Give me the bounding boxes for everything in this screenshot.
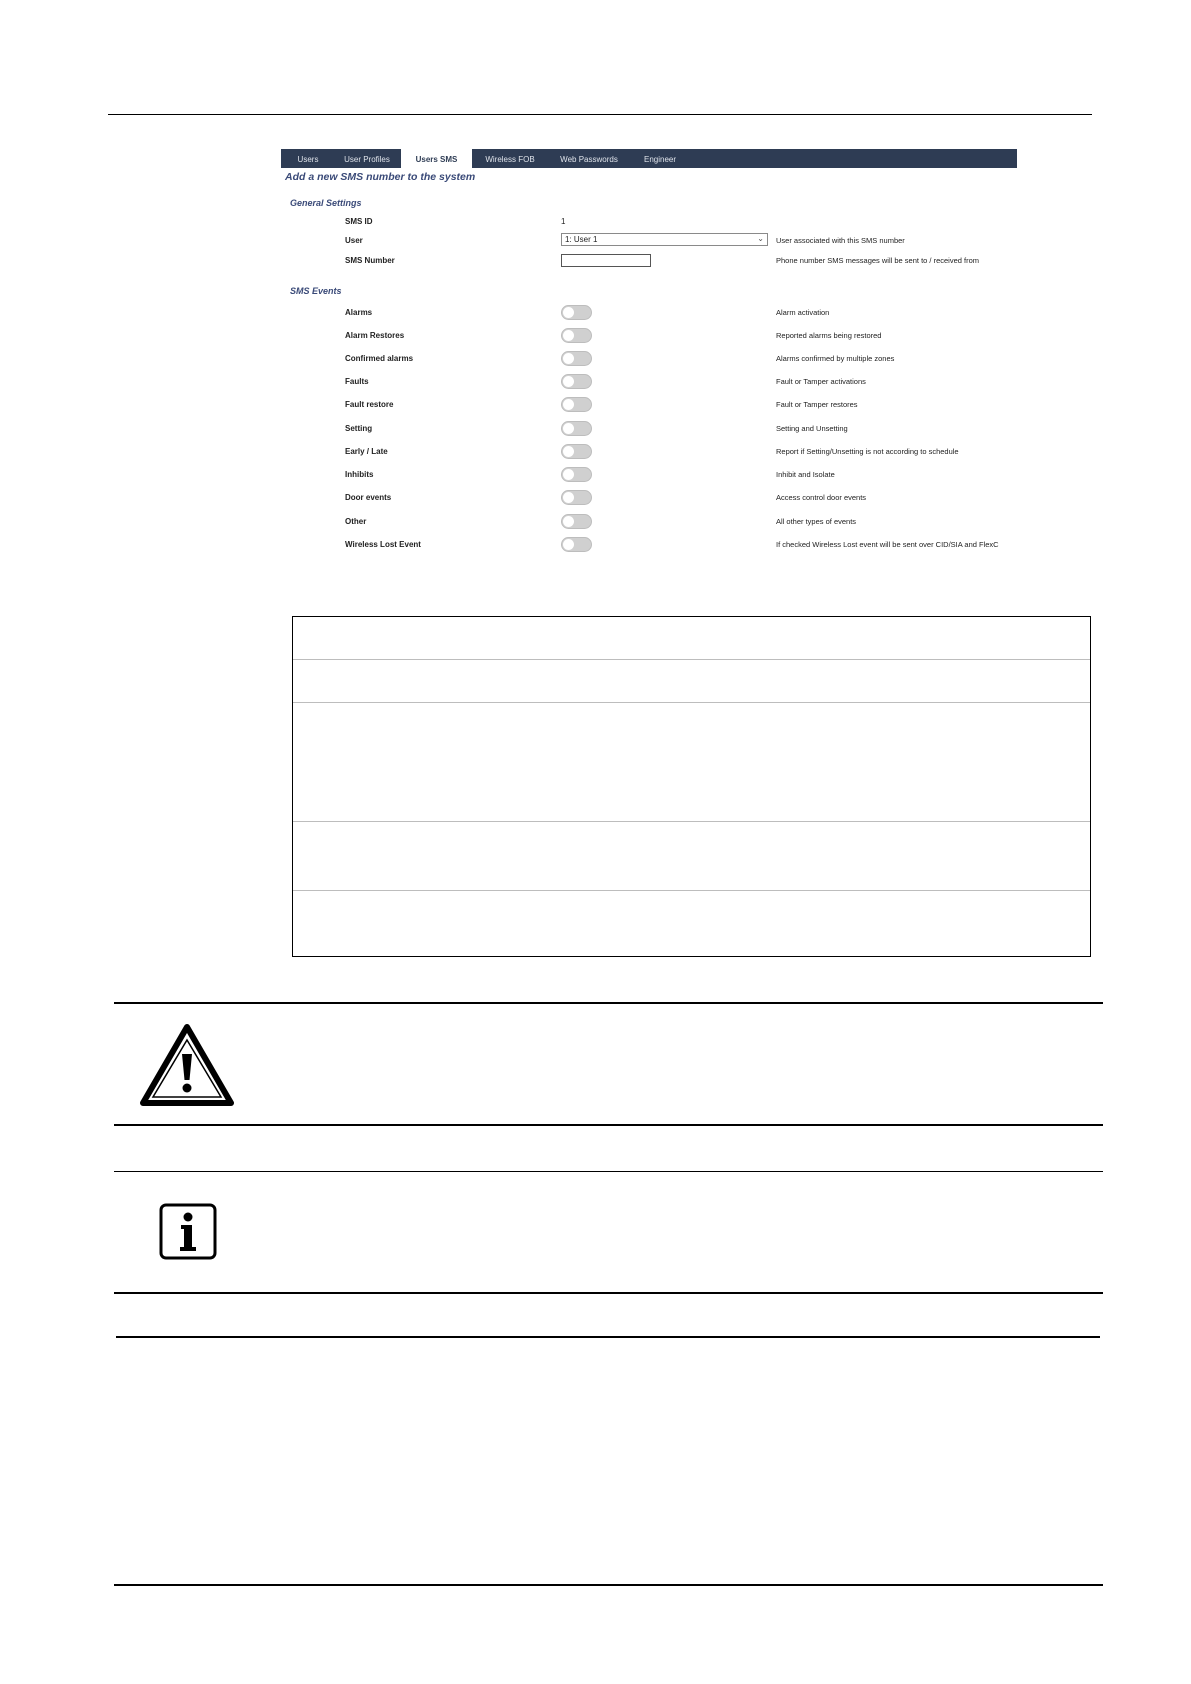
tab-users-sms[interactable]: Users SMS xyxy=(401,149,472,168)
event-description: Access control door events xyxy=(776,493,867,502)
event-label: Door events xyxy=(345,493,392,502)
table-row xyxy=(293,660,1090,703)
event-label: Alarm Restores xyxy=(345,331,405,340)
event-toggle[interactable] xyxy=(561,374,592,389)
warning-top-rule xyxy=(114,1002,1103,1004)
event-description: Setting and Unsetting xyxy=(776,424,848,433)
table-row xyxy=(293,617,1090,660)
tab-web-passwords[interactable]: Web Passwords xyxy=(560,155,618,164)
event-description: All other types of events xyxy=(776,517,857,526)
event-label: Early / Late xyxy=(345,447,388,456)
tab-users[interactable]: Users xyxy=(297,155,319,164)
event-toggle[interactable] xyxy=(561,490,592,505)
event-toggle[interactable] xyxy=(561,351,592,366)
event-toggle[interactable] xyxy=(561,397,592,412)
user-select[interactable] xyxy=(561,233,768,246)
event-description: Alarm activation xyxy=(776,308,830,317)
event-label: Inhibits xyxy=(345,470,374,479)
tab-wireless-fob[interactable]: Wireless FOB xyxy=(485,155,535,164)
event-label: Confirmed alarms xyxy=(345,354,414,363)
tab-bar xyxy=(281,149,1017,168)
tab-engineer[interactable]: Engineer xyxy=(643,155,677,164)
event-toggle[interactable] xyxy=(561,537,592,552)
event-description: Reported alarms being restored xyxy=(776,331,882,340)
event-label: Alarms xyxy=(345,308,373,317)
header-rule xyxy=(108,114,1092,115)
warning-bottom-rule xyxy=(114,1124,1103,1126)
event-toggle[interactable] xyxy=(561,328,592,343)
warning-icon xyxy=(140,1024,234,1106)
event-toggle[interactable] xyxy=(561,514,592,529)
event-label: Other xyxy=(345,517,367,526)
info-top-rule xyxy=(114,1171,1103,1172)
tab-user-profiles[interactable]: User Profiles xyxy=(344,155,390,164)
form-title: Add a new SMS number to the system xyxy=(285,171,476,183)
sms-number-input[interactable] xyxy=(561,254,651,267)
event-label: Fault restore xyxy=(345,400,394,409)
sms-events-heading: SMS Events xyxy=(290,286,342,296)
user-description: User associated with this SMS number xyxy=(776,236,905,245)
sms-number-label: SMS Number xyxy=(345,256,395,265)
event-toggle[interactable] xyxy=(561,305,592,320)
sms-id-value: 1 xyxy=(561,217,566,226)
user-label: User xyxy=(345,236,363,245)
info-icon xyxy=(159,1203,217,1260)
footer-rule xyxy=(114,1584,1103,1586)
sms-id-label: SMS ID xyxy=(345,217,373,226)
event-description: Report if Setting/Unsetting is not according to schedule xyxy=(776,447,959,456)
user-select-value: 1: User 1 xyxy=(565,235,598,244)
event-description: Inhibit and Isolate xyxy=(776,470,835,479)
chevron-down-icon: ⌄ xyxy=(757,234,764,243)
event-toggle[interactable] xyxy=(561,421,592,436)
event-description: If checked Wireless Lost event will be sent over CID/SIA and FlexC xyxy=(776,540,999,549)
table-row xyxy=(293,703,1090,822)
general-settings-heading: General Settings xyxy=(290,198,362,208)
info-bottom-rule xyxy=(114,1292,1103,1294)
blank-table xyxy=(292,616,1091,957)
event-description: Alarms confirmed by multiple zones xyxy=(776,354,895,363)
event-toggle[interactable] xyxy=(561,444,592,459)
sms-number-description: Phone number SMS messages will be sent to / received from xyxy=(776,256,980,265)
event-label: Wireless Lost Event xyxy=(345,540,421,549)
section-rule xyxy=(116,1336,1100,1338)
event-description: Fault or Tamper activations xyxy=(776,377,866,386)
event-label: Setting xyxy=(345,424,373,433)
event-toggle[interactable] xyxy=(561,467,592,482)
table-row xyxy=(293,822,1090,891)
event-label: Faults xyxy=(345,377,369,386)
event-description: Fault or Tamper restores xyxy=(776,400,858,409)
